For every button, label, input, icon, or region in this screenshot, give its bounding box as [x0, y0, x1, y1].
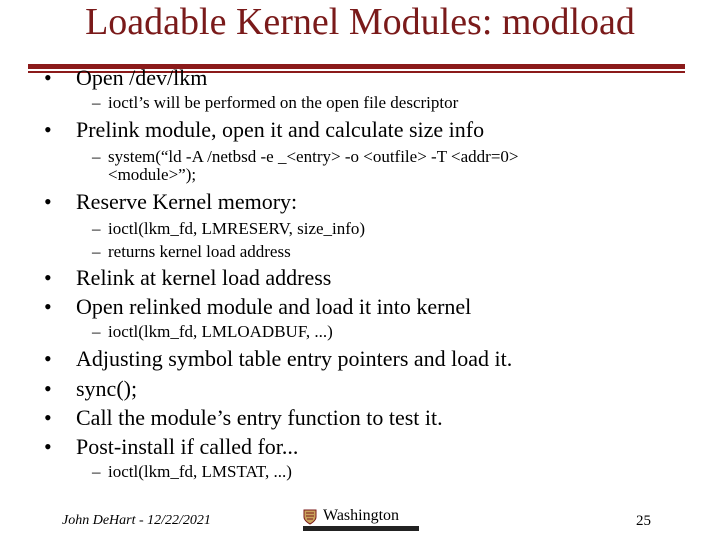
bullet-marker: • — [44, 376, 52, 401]
sub-bullet-marker: – — [92, 462, 101, 481]
bullet-text: Post-install if called for... — [76, 434, 299, 459]
footer-author-date: John DeHart - 12/22/2021 — [62, 513, 211, 528]
logo-wordmark: Washington — [323, 507, 400, 524]
page-number: 25 — [636, 513, 651, 529]
sub-bullet-text: ioctl(lkm_fd, LMLOADBUF, ...) — [108, 322, 333, 341]
slide-title: Loadable Kernel Modules: modload — [85, 1, 635, 43]
bullet-marker: • — [44, 434, 52, 459]
sub-bullet-marker: – — [92, 219, 101, 238]
sub-bullet-marker: – — [92, 93, 101, 112]
shield-icon — [303, 509, 317, 525]
sub-bullet-marker: – — [92, 147, 101, 166]
bullet-text: Open relinked module and load it into kernel — [76, 294, 472, 319]
sub-bullet-text: system(“ld -A /netbsd -e _<entry> -o <outfile> -T <addr=0> — [108, 147, 519, 166]
bullet-marker: • — [44, 65, 52, 90]
sub-bullet-text: returns kernel load address — [108, 242, 291, 261]
bullet-marker: • — [44, 117, 52, 142]
bullet-marker: • — [44, 294, 52, 319]
bullet-text: Open /dev/lkm — [76, 65, 208, 90]
bullet-text: sync(); — [76, 376, 138, 401]
sub-bullet-marker: – — [92, 242, 101, 261]
bullet-text: Adjusting symbol table entry pointers and load it. — [76, 346, 513, 371]
bullet-marker: • — [44, 405, 52, 430]
sub-bullet-marker: – — [92, 322, 101, 341]
bullet-text: Call the module’s entry function to test it. — [76, 405, 443, 430]
sub-bullet-text: ioctl(lkm_fd, LMRESERV, size_info) — [108, 219, 366, 238]
bullet-text: Relink at kernel load address — [76, 265, 332, 290]
sub-bullet-text: ioctl’s will be performed on the open file descriptor — [108, 93, 459, 112]
bullet-text: Prelink module, open it and calculate size info — [76, 117, 485, 142]
logo-strip — [303, 526, 419, 531]
bullet-marker: • — [44, 189, 52, 214]
sub-bullet-text: <module>”); — [108, 165, 197, 184]
bullet-marker: • — [44, 265, 52, 290]
bullet-text: Reserve Kernel memory: — [76, 189, 298, 214]
university-logo — [303, 507, 421, 533]
bullet-marker: • — [44, 346, 52, 371]
sub-bullet-text: ioctl(lkm_fd, LMSTAT, ...) — [108, 462, 292, 481]
